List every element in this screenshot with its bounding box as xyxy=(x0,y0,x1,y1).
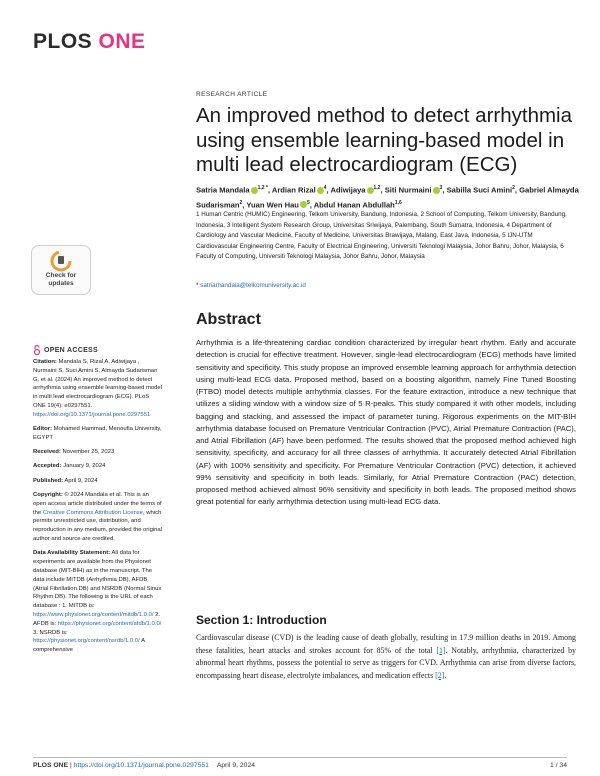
citation-doi-link[interactable]: https://doi.org/10.1371/journal.pone.0297551 xyxy=(33,411,151,418)
citation-label: Citation: xyxy=(33,359,57,365)
orcid-icon[interactable] xyxy=(251,187,258,194)
editor-block xyxy=(33,425,163,443)
author-separator: , xyxy=(309,200,314,210)
data-availability-text-3: 3. NSRDB is: xyxy=(33,629,68,636)
editor-text: Mohamed Hammad, Menoufia University, EGYPT xyxy=(33,426,162,441)
author-separator: , xyxy=(514,185,520,195)
open-lock-icon xyxy=(33,345,41,355)
author-affiliation-sup: 4 xyxy=(323,185,327,191)
received-label: Received: xyxy=(33,449,61,456)
orcid-icon[interactable] xyxy=(300,201,307,208)
data-availability-text-1: All data for experiments are available from the Physionet database (MIT-BIH) as in the manuscript. The data include MITDB (Arrhythmia DB), AFDB (Atrial Fibrillation DB) and NSRDB (Normal Sinus Rhythm DB). The following is the URL of each database : 1. MITDB is: xyxy=(33,550,162,610)
author-name: Sabilla Suci Amini xyxy=(446,185,513,195)
check-badge-line2: updates xyxy=(48,279,74,287)
corresponding-author xyxy=(196,282,306,289)
author-affiliation-sup: 1,2 * xyxy=(257,185,268,191)
abstract-heading: Abstract xyxy=(196,311,261,328)
open-access-text: OPEN ACCESS xyxy=(44,346,98,354)
journal-logo xyxy=(33,30,146,54)
author-name: Gabriel Almayda Sudarisman xyxy=(196,185,579,210)
accepted-date: January 9, 2024 xyxy=(63,463,106,470)
author-affiliation-sup: 3 xyxy=(439,185,443,191)
article-title: An improved method to detect arrhythmia using ensemble learning-based model in multi lead electrocardiogram (ECG) xyxy=(196,104,573,176)
published-label: Published: xyxy=(33,477,64,484)
abstract-body: Arrhythmia is a life-threatening cardiac condition characterized by irregular heart rhythm. Early and accurate detection is crucial for effective treatment. However, single-lead electrocardiogram (ECG) methods have limited sensitivity and specificity. This study propose an improved ensemble learning approach for arrhythmia detection using multi-lead ECG data. Proposed method, based on a boosting algorithm, namely Fine Tuned Boosting (FTBO) model detects multiple arrhythmia classes. For the feature extraction, introduce a new technique that utilizes a sliding window with a window size of 5 R-peaks. This study compared it with other models, including bagging and stacking, and assessed the impact of parameter tuning. Rigorous experiments on the MIT-BIH arrhythmia database focused on Premature Ventricular Contraction (PVC), Atrial Premature Contraction (PAC), and Atrial Fibrillation (AF) have been performed. The results showed that the proposed method achieved high sensitivity, specificity, and accuracy for all three classes of arrhythmia. It accurately detected Atrial Fibrillation (AF) with 100% sensitivity and specificity. For Premature Ventricular Contraction (PVC) detection, it achieved 99% sensitivity and specificity in both leads. Similarly, for Atrial Premature Contraction (PAC) detection, proposed method achieved almost 96% sensitivity and specificity in both leads. The proposed method shows great potential for early arrhythmia detection using multi-lead ECG data. xyxy=(196,338,576,507)
affiliations: 1 Human Centric (HUMIC) Engineering, Telkom University, Bandung, Indonesia, 2 School of Computing, Telkom University, Bandung, Indonesia, 3 Intelligent System Research Group, Universitas Sriwijaya, Palembang, South Sumatra, Indonesia, 4 Department of Cardiology and Vascular Medicine, Faculty of Medicine, Universitas Brawijaya, Malang, East Java, Indonesia, 5 IJN-UTM Cardiovascular Engineering Centre, Faculty of Electrical Engineering, Universiti Teknologi Malaysia, Johor Bahru, Johor, Malaysia, 6 Faculty of Computing, Universiti Teknologi Malaysia, Johor Bahru, Johor, Malaysia xyxy=(196,211,567,260)
author-separator: , xyxy=(242,200,247,210)
author-separator: , xyxy=(380,185,385,195)
footer-divider xyxy=(33,757,567,758)
intro-text-1: Cardiovascular disease (CVD) is the leading cause of death globally, resulting in 17.9 million deaths in 2019. Among these fatalities, heart attacks and strokes account for 85% of the total xyxy=(196,633,576,655)
corresponding-email-link[interactable]: satriamandala@telkomuniversity.ac.id xyxy=(200,282,306,289)
citation-text: Mandala S, Rizal A, Adiwijaya , Nurmaini S, Suci Amini S, Almayda Sudarisman G, et al. (2024) An improved method to detect arrhythmia using ensemble learning-based model in multi lead electrocardiogram (ECG). PLoS ONE 19(4): e0297551. xyxy=(33,359,163,409)
intro-text-3: . xyxy=(444,670,447,680)
published-date: April 9, 2024 xyxy=(64,477,98,484)
author-affiliation-sup: 1,2 xyxy=(373,185,381,191)
article-type: RESEARCH ARTICLE xyxy=(196,91,268,98)
author-separator: , xyxy=(267,185,272,195)
accepted-label: Accepted: xyxy=(33,463,62,470)
afdb-link[interactable]: https://physionet.org/content/afdb/1.0.0/ xyxy=(57,620,162,627)
author-name: Yuan Wen Hau xyxy=(246,200,299,210)
nsrdb-link[interactable]: https://physionet.org/content/nsrdb/1.0.0/ xyxy=(33,638,140,645)
published-block xyxy=(33,477,163,486)
author-name: Satria Mandala xyxy=(196,185,250,195)
cc-license-link[interactable]: Creative Commons Attribution License xyxy=(42,509,144,516)
footer-journal: PLOS ONE xyxy=(33,762,69,769)
reference-link-1[interactable]: [1] xyxy=(436,645,446,655)
author-name: Siti Nurmaini xyxy=(384,185,432,195)
copyright-text-1: © 2024 Mandala et al. This is an open access article distributed under the terms of the xyxy=(33,492,162,516)
page-footer xyxy=(33,762,567,769)
author-affiliation-sup: 5 xyxy=(306,199,310,206)
author-separator: , xyxy=(442,185,447,195)
citation-block xyxy=(33,358,163,420)
intro-text-2: . Notably, arrhythmia, characterized by abnormal heart rhythms, possess the potential to serve as triggers for CVD. Arrhythmia can arise from diverse factors, encompassing heart disease, electrolyte imbalances, and medication effects xyxy=(196,645,576,680)
introduction-paragraph xyxy=(196,632,576,682)
section1-heading: Section 1: Introduction xyxy=(196,613,327,627)
author-name: Adiwijaya xyxy=(330,185,366,195)
check-updates-icon xyxy=(50,250,72,272)
data-availability-text-4: A comprehensive xyxy=(33,638,145,654)
editor-label: Editor: xyxy=(33,426,52,433)
received-block xyxy=(33,448,163,457)
author-name: Ardian Rizal xyxy=(271,185,316,195)
logo-plos: PLOS xyxy=(33,30,93,53)
mitdb-link[interactable]: https://www.physionet.org/content/mitdb/1.0.0/ xyxy=(33,611,154,618)
author-affiliation-sup: 2 xyxy=(239,199,243,206)
author-list xyxy=(196,182,586,211)
accepted-block xyxy=(33,462,163,471)
footer-date: April 9, 2024 xyxy=(216,762,256,769)
open-access-label xyxy=(33,345,98,355)
author-affiliation-sup: 1,6 xyxy=(394,199,402,206)
author-affiliation-sup: 2 xyxy=(512,185,515,191)
article-info-sidebar xyxy=(33,358,163,660)
logo-one: ONE xyxy=(98,30,146,53)
orcid-icon[interactable] xyxy=(433,187,440,194)
orcid-icon[interactable] xyxy=(367,187,374,194)
data-availability-text-2: 2. AFDB is: xyxy=(33,611,161,627)
check-for-updates-badge[interactable] xyxy=(31,245,91,295)
author-name: Abdul Hanan Abdullah xyxy=(313,200,395,210)
footer-separator: | xyxy=(68,762,74,769)
received-date: November 25, 2023 xyxy=(62,449,115,456)
copyright-label: Copyright: xyxy=(33,492,63,499)
orcid-icon[interactable] xyxy=(317,187,324,194)
page-number: 1 / 34 xyxy=(549,762,567,769)
footer-doi-link[interactable]: https://doi.org/10.1371/journal.pone.0297551 xyxy=(73,762,209,769)
author-separator: , xyxy=(326,185,331,195)
footer-left xyxy=(33,762,255,769)
data-availability-block xyxy=(33,549,163,655)
copyright-block xyxy=(33,491,163,544)
copyright-text-2: , which permits unrestricted use, distribution, and reproduction in any medium, provided the original author and source are credited. xyxy=(33,509,163,543)
data-availability-label: Data Availability Statement: xyxy=(33,550,111,557)
check-badge-line1: Check for xyxy=(45,272,77,279)
reference-link-2[interactable]: [2] xyxy=(435,670,445,680)
corresponding-mark: * xyxy=(196,282,199,289)
